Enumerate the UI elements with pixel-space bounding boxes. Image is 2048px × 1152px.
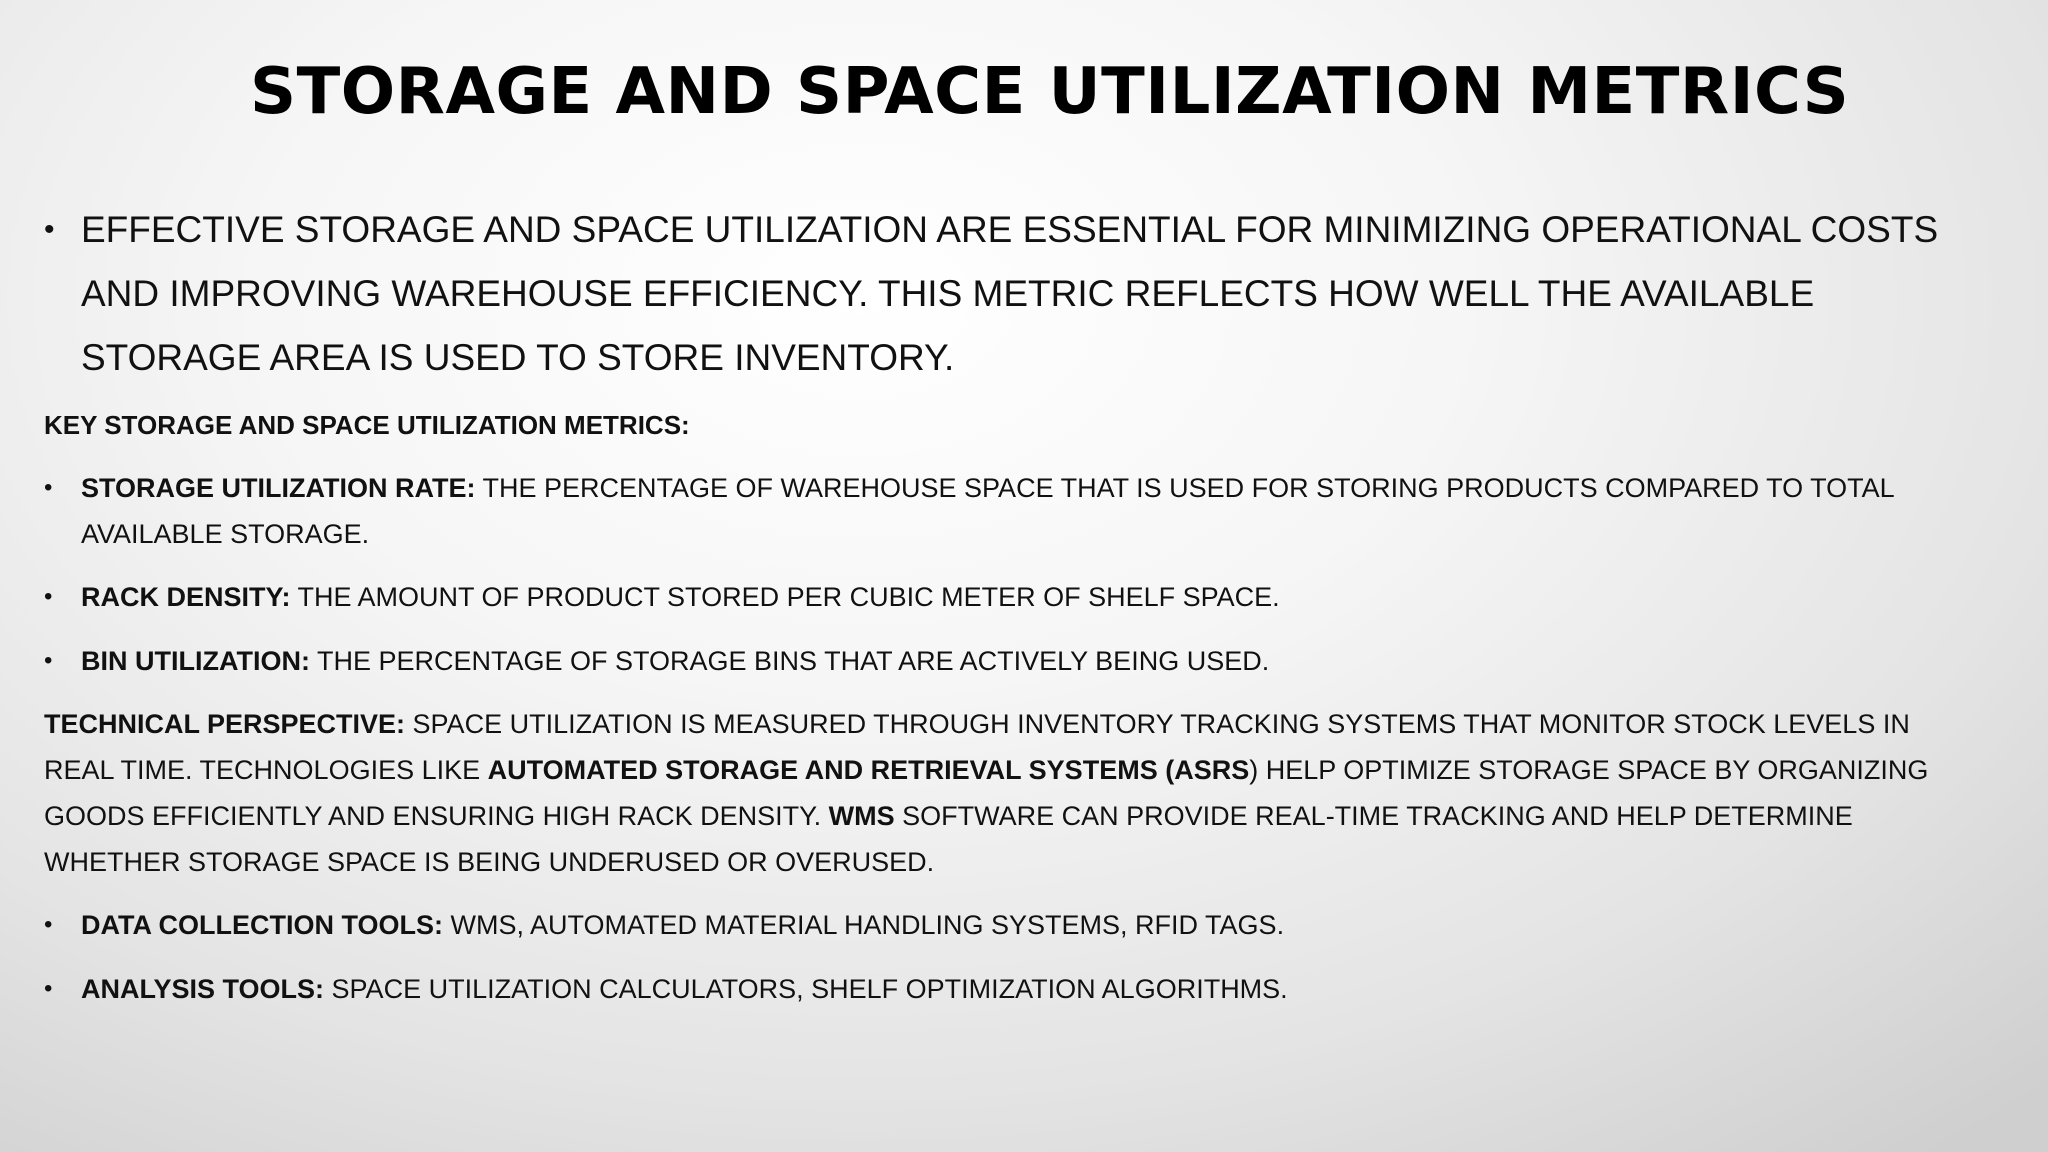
- bullet-icon: •: [44, 474, 53, 501]
- bullet-icon: •: [44, 647, 53, 674]
- technical-perspective-paragraph: [44, 701, 1974, 885]
- technical-text: SOFTWARE CAN PROVIDE REAL-TIME TRACKING AND HELP DETERMINE WHETHER STORAGE SPACE IS BEING UNDERUSED OR OVERUSED.: [44, 801, 1853, 877]
- technical-label: TECHNICAL PERSPECTIVE:: [44, 709, 406, 739]
- intro-text: EFFECTIVE STORAGE AND SPACE UTILIZATION ARE ESSENTIAL FOR MINIMIZING OPERATIONAL COSTS AND IMPROVING WAREHOUSE EFFICIENCY. THIS METRIC REFLECTS HOW WELL THE AVAILABLE STORAGE AREA IS USED TO STORE INVENTORY.: [81, 209, 1939, 378]
- technical-text: SPACE UTILIZATION IS MEASURED THROUGH INVENTORY TRACKING SYSTEMS THAT MONITOR STOCK LEVELS IN REAL TIME. TECHNOLOGIES LIKE: [44, 709, 1910, 785]
- bullet-icon: •: [44, 975, 53, 1002]
- metric-item-bin-utilization: [44, 638, 1974, 684]
- tool-text: SPACE UTILIZATION CALCULATORS, SHELF OPTIMIZATION ALGORITHMS.: [324, 974, 1288, 1004]
- tool-text: WMS, AUTOMATED MATERIAL HANDLING SYSTEMS, RFID TAGS.: [442, 910, 1285, 940]
- technical-bold-asrs: AUTOMATED STORAGE AND RETRIEVAL SYSTEMS (ASRS: [487, 755, 1250, 785]
- metric-text: THE AMOUNT OF PRODUCT STORED PER CUBIC METER OF SHELF SPACE.: [290, 582, 1280, 612]
- tool-item-analysis: [44, 966, 1974, 1012]
- metrics-heading: KEY STORAGE AND SPACE UTILIZATION METRICS:: [44, 410, 690, 440]
- intro-paragraph: [44, 198, 1981, 390]
- technical-text: ) HELP OPTIMIZE STORAGE SPACE BY ORGANIZING GOODS EFFICIENTLY AND ENSURING HIGH RACK DENSITY.: [44, 755, 1929, 831]
- metric-text: THE PERCENTAGE OF WAREHOUSE SPACE THAT IS USED FOR STORING PRODUCTS COMPARED TO TOTAL AVAILABLE STORAGE.: [81, 473, 1894, 549]
- bullet-icon: •: [44, 911, 53, 938]
- metric-text: THE PERCENTAGE OF STORAGE BINS THAT ARE ACTIVELY BEING USED.: [309, 646, 1270, 676]
- metric-label: RACK DENSITY:: [81, 582, 291, 612]
- bullet-icon: •: [44, 583, 53, 610]
- metric-item-storage-utilization-rate: [44, 465, 1974, 557]
- technical-bold-wms: WMS: [828, 801, 895, 831]
- tool-label: ANALYSIS TOOLS:: [81, 974, 325, 1004]
- bullet-icon: •: [44, 213, 55, 246]
- tool-label: DATA COLLECTION TOOLS:: [81, 910, 443, 940]
- metric-label: STORAGE UTILIZATION RATE:: [81, 473, 476, 503]
- metric-label: BIN UTILIZATION:: [81, 646, 310, 676]
- metric-item-rack-density: [44, 574, 1974, 620]
- slide-title: STORAGE AND SPACE UTILIZATION METRICS: [250, 55, 1850, 129]
- tool-item-data-collection: [44, 902, 1974, 948]
